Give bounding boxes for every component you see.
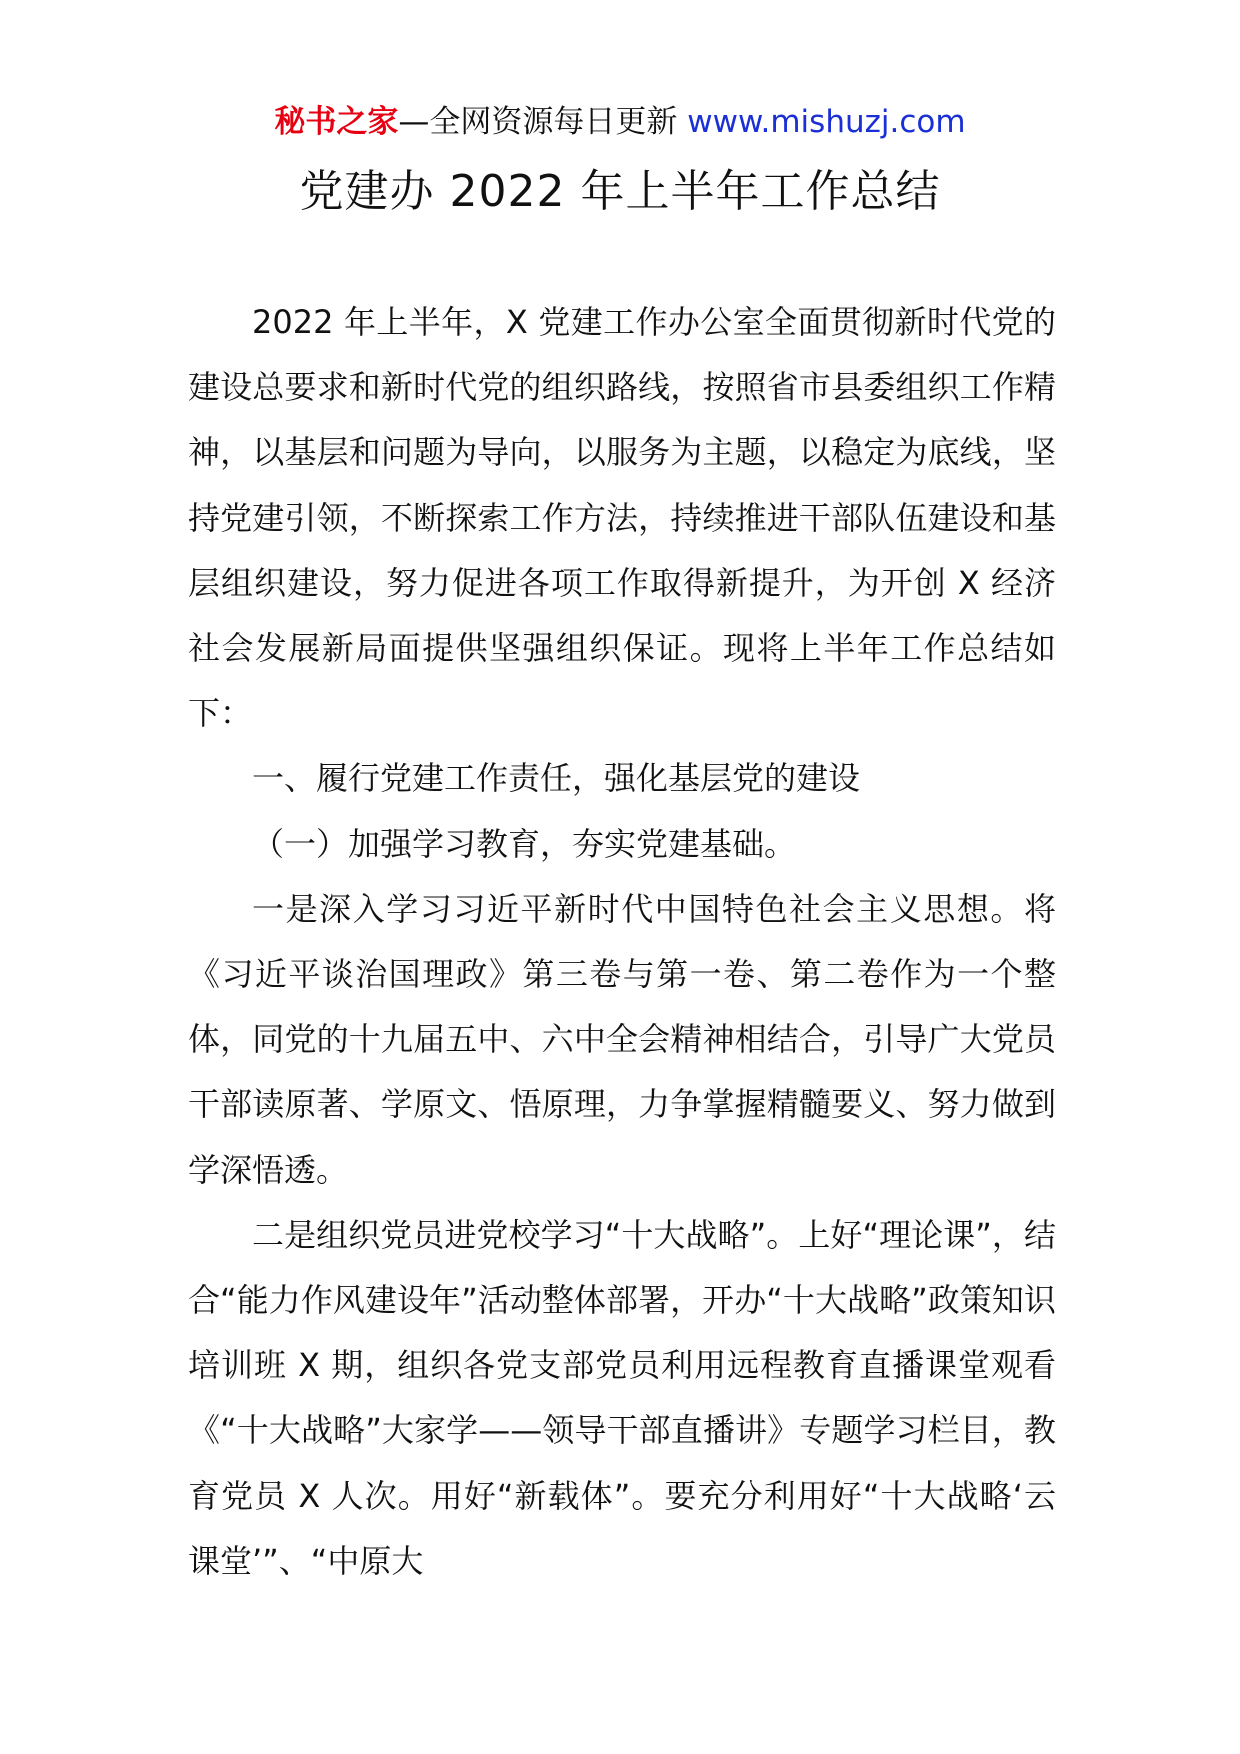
document-body: [188, 290, 1056, 1594]
site-brand: 秘书之家: [274, 104, 399, 140]
site-header: [0, 100, 1240, 144]
intro-paragraph: 2022 年上半年，X 党建工作办公室全面贯彻新时代党的建设总要求和新时代党的组织路线，按照省市县委组织工作精神，以基层和问题为导向，以服务为主题，以稳定为底线，坚持党建引领，不断探索工作方法，持续推进干部队伍建设和基层组织建设，努力促进各项工作取得新提升，为开创 X 经济社会发展新局面提供坚强组织保证。现将上半年工作总结如下：: [188, 303, 1056, 733]
site-slogan: —全网资源每日更新: [398, 104, 688, 140]
document-title: 党建办 2022 年上半年工作总结: [299, 166, 941, 217]
subsection-heading: （一）加强学习教育，夯实党建基础。: [252, 824, 797, 863]
body-paragraph: 二是组织党员进党校学习“十大战略”。上好“理论课”，结合“能力作风建设年”活动整体部署，开办“十大战略”政策知识培训班 X 期，组织各党支部党员利用远程教育直播课堂观看《“十大战略”大家学——领导干部直播讲》专题学习栏目，教育党员 X 人次。用好“新载体”。要充分利用好“十大战略‘云课堂’”、“中原大: [188, 1215, 1056, 1580]
body-paragraph: 一是深入学习习近平新时代中国特色社会主义思想。将《习近平谈治国理政》第三卷与第一卷、第二卷作为一个整体，同党的十九届五中、六中全会精神相结合，引导广大党员干部读原著、学原文、悟原理，力争掌握精髓要义、努力做到学深悟透。: [188, 889, 1056, 1189]
site-url-link[interactable]: www.mishuzj.com: [687, 104, 966, 140]
section-heading: 一、履行党建工作责任，强化基层党的建设: [252, 759, 861, 798]
